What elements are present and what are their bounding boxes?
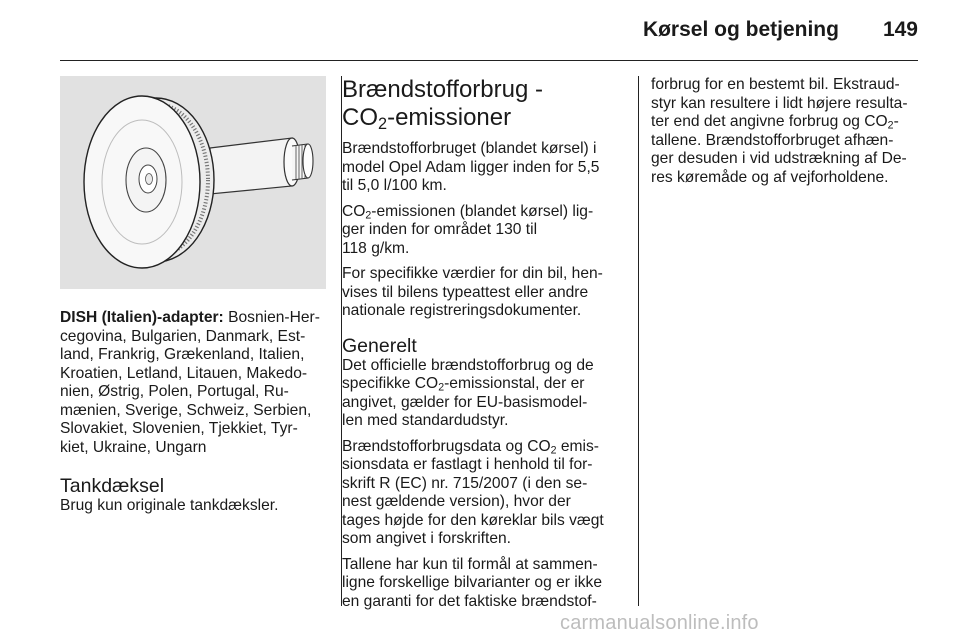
page-header <box>643 18 918 42</box>
paragraph-data: Brændstofforbrugsdata og $CO_2$ emis- sionsdata er fastlagt i henhold til for- skrift R (EC) nr. 715/2007 (i den se- nest gældende version), hvor der tages højde for den køreklar bils vægt som angivet i forskriften. <box>342 437 604 547</box>
paragraph-official: Det officielle brændstofforbrug og de specifikke $CO_2$-emissionstal, der er angivet, gælder for EU-basismodel- len med standardudstyr. <box>342 356 594 429</box>
column-2 <box>342 76 625 618</box>
column-1: DISH (Italien)-adapter: Bosnien-Her- cegovina, Bulgarien, Danmark, Est- land, Frankrig, Grækenland, Italien, Kroatien, Letland, Litauen, Makedo- nien, Østrig, Polen, Portugal, Ru- mænien, Sverige, Schweiz, Serbien, Slovakiet, Slovenien, Tjekkiet, Tyr- kiet, Ukraine, Ungarn Tankdæksel Brug kun originale tankdæksler. <box>60 76 326 523</box>
column-3 <box>651 76 926 194</box>
dish-adapter-label: DISH (Italien)-adapter: <box>60 309 224 326</box>
paragraph-emission: $CO_2$-emissionen (blandet kørsel) lig- ger inden for området 130 til 118 g/km. <box>342 202 594 257</box>
tankdaeksel-heading: Tankdæksel <box>60 475 165 497</box>
tankdaeksel-text: Brug kun originale tankdæksler. <box>60 497 279 514</box>
fuel-adapter-illustration <box>60 76 326 289</box>
page-number: 149 <box>882 18 918 41</box>
generelt-heading: Generelt <box>342 334 417 357</box>
column-divider-2 <box>638 76 639 606</box>
paragraph-comparison: Tallene har kun til formål at sammen- ligne forskellige bilvarianter og er ikke en garanti for det faktiske brændstof- <box>342 555 603 610</box>
watermark: carmanualsonline.info <box>560 612 759 634</box>
paragraph-consumption: Brændstofforbruget (blandet kørsel) i model Opel Adam ligger inden for 5,5 til 5,0 l/100 km. <box>342 140 600 194</box>
paragraph-continued: forbrug for en bestemt bil. Ekstraud- styr kan resultere i lidt højere resulta- ter end det angivne forbrug og $CO_2-$ tallene. Brændstofforbruget afhæn- ger desuden i vid udstrækning af De- res køremåde og af vejforholdene. <box>651 76 908 186</box>
header-rule <box>60 60 918 61</box>
page-title: Kørsel og betjening <box>642 18 839 41</box>
section-heading: Brændstofforbrug - $CO_2$-emissioner <box>342 76 543 134</box>
paragraph-specific-values: For specifikke værdier for din bil, hen- vises til bilens typeattest eller andre nationale registreringsdokumenter. <box>342 265 603 319</box>
